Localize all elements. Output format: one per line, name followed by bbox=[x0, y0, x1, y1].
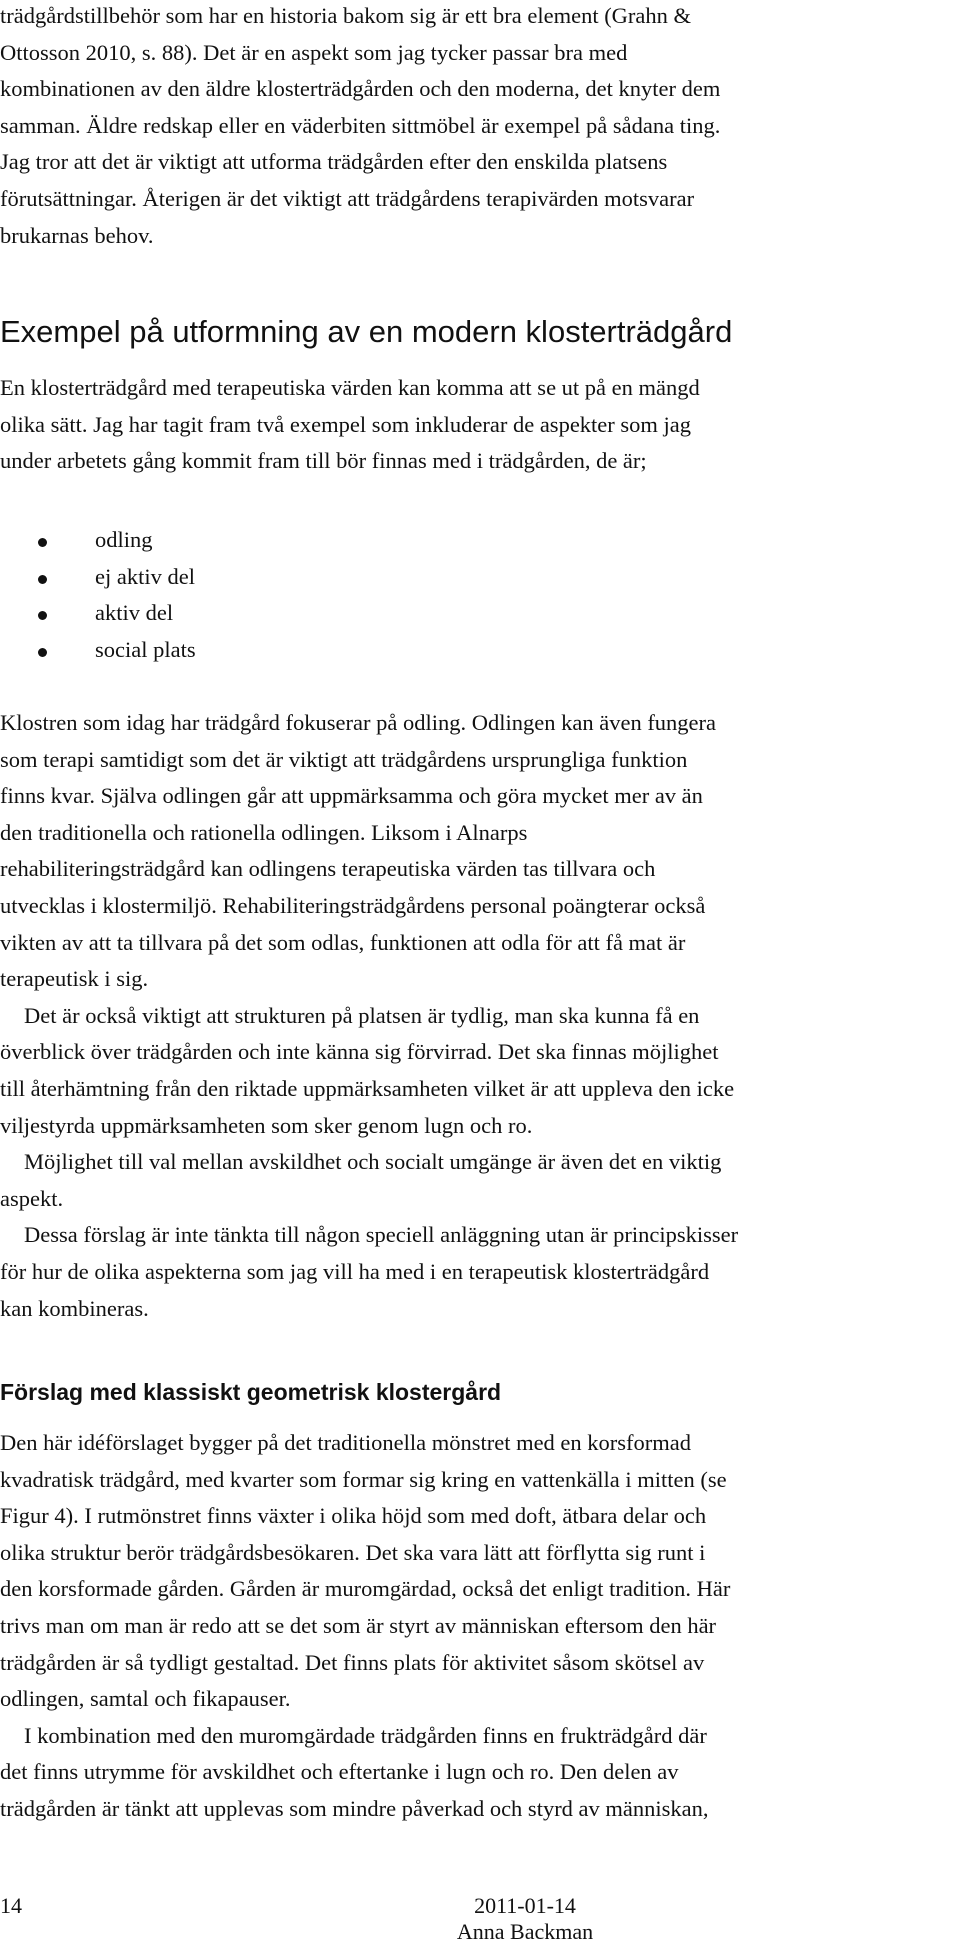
text-line: överblick över trädgården och inte känna sig förvirrad. Det ska finnas möjlighet bbox=[0, 1039, 719, 1065]
text-line: trädgårdstillbehör som har en historia bakom sig är ett bra element (Grahn & bbox=[0, 3, 692, 28]
text-line: finns kvar. Själva odlingen går att uppmärksamma och göra mycket mer av än bbox=[0, 783, 703, 809]
list-item: ej aktiv del bbox=[0, 559, 196, 596]
text-line: Figur 4). I rutmönstret finns växter i olika höjd som med doft, ätbara delar och bbox=[0, 1503, 707, 1529]
text-line: Den här idéförslaget bygger på det traditionella mönstret med en korsformad bbox=[0, 1430, 692, 1455]
text-line: Dessa förslag är inte tänkta till någon speciell anläggning utan är principskisser bbox=[24, 1222, 739, 1248]
bullet-icon bbox=[38, 575, 47, 584]
text-line: trädgården är så tydligt gestaltad. Det finns plats för aktivitet såsom skötsel av bbox=[0, 1649, 705, 1675]
text-line: Det är också viktigt att strukturen på platsen är tydlig, man ska kunna få en bbox=[24, 1002, 700, 1028]
bullet-icon bbox=[38, 648, 47, 657]
text-line: till återhämtning från den riktade uppmärksamheten vilket är att uppleva den icke bbox=[0, 1075, 735, 1101]
section2-body bbox=[0, 1425, 952, 1828]
list-item: aktiv del bbox=[0, 595, 196, 632]
text-line: den korsformade gården. Gården är muromgärdad, också det enligt tradition. Här bbox=[0, 1576, 731, 1602]
text-line: terapeutisk i sig. bbox=[0, 966, 149, 992]
section1-intro bbox=[0, 370, 952, 480]
text-line: Jag tror att det är viktigt att utforma trädgården efter den enskilda platsens bbox=[0, 149, 668, 175]
text-line: viljestyrda uppmärksamheten som sker genom lugn och ro. bbox=[0, 1112, 533, 1138]
text-line: Ottosson 2010, s. 88). Det är en aspekt som jag tycker passar bra med bbox=[0, 39, 628, 65]
text-line: I kombination med den muromgärdade trädgården finns en frukträdgård där bbox=[24, 1722, 707, 1748]
footer-date: 2011-01-14 bbox=[474, 1893, 576, 1918]
text-line: som terapi samtidigt som det är viktigt att trädgårdens ursprungliga funktion bbox=[0, 746, 688, 772]
text-line: olika sätt. Jag har tagit fram två exempel som inkluderar de aspekter som jag bbox=[0, 411, 692, 437]
text-line: trädgården är tänkt att upplevas som mindre påverkad och styrd av människan, bbox=[0, 1795, 709, 1821]
text-line: under arbetets gång kommit fram till bör finnas med i trädgården, de är; bbox=[0, 448, 647, 474]
text-line: samman. Äldre redskap eller en väderbiten sittmöbel är exempel på sådana ting. bbox=[0, 112, 721, 138]
text-line: En klosterträdgård med terapeutiska värden kan komma att se ut på en mängd bbox=[0, 375, 700, 400]
bullet-icon bbox=[38, 538, 47, 547]
bullet-list bbox=[0, 522, 196, 668]
text-line: kan kombineras. bbox=[0, 1295, 149, 1321]
text-line: odlingen, samtal och fikapauser. bbox=[0, 1686, 291, 1712]
section-heading: Förslag med klassiskt geometrisk klostergård bbox=[0, 1379, 502, 1405]
page-number: 14 bbox=[0, 1893, 22, 1918]
text-line: Möjlighet till val mellan avskildhet och socialt umgänge är även det en viktig bbox=[24, 1149, 722, 1175]
text-line: kombinationen av den äldre klosterträdgården och den moderna, det knyter dem bbox=[0, 76, 721, 102]
list-item: odling bbox=[0, 522, 196, 559]
text-line: kvadratisk trädgård, med kvarter som formar sig kring en vattenkälla i mitten (se bbox=[0, 1466, 727, 1492]
text-line: utvecklas i klostermiljö. Rehabiliteringsträdgårdens personal poängterar också bbox=[0, 892, 706, 918]
text-line: det finns utrymme för avskildhet och eftertanke i lugn och ro. Den delen av bbox=[0, 1759, 679, 1785]
text-line: brukarnas behov. bbox=[0, 222, 154, 248]
list-item: social plats bbox=[0, 632, 196, 669]
text-line: för hur de olika aspekterna som jag vill ha med i en terapeutisk klosterträdgård bbox=[0, 1258, 710, 1284]
intro-paragraph bbox=[0, 0, 952, 254]
text-line: olika struktur berör trädgårdsbesökaren. Det ska vara lätt att förflytta sig runt i bbox=[0, 1539, 706, 1565]
text-line: vikten av att ta tillvara på det som odlas, funktionen att odla för att få mat är bbox=[0, 929, 686, 955]
text-line: förutsättningar. Återigen är det viktigt att trädgårdens terapivärden motsvarar bbox=[0, 185, 695, 211]
text-line: rehabiliteringsträdgård kan odlingens terapeutiska värden tas tillvara och bbox=[0, 856, 656, 882]
text-line: trivs man om man är redo att se det som är styrt av människan eftersom den här bbox=[0, 1612, 717, 1638]
footer-author: Anna Backman bbox=[456, 1919, 594, 1944]
page-footer bbox=[430, 1893, 620, 1945]
text-line: Klostren som idag har trädgård fokuserar på odling. Odlingen kan även fungera bbox=[0, 710, 717, 735]
section1-body bbox=[0, 705, 952, 1327]
section-heading: Exempel på utformning av en modern klosterträdgård bbox=[0, 314, 733, 349]
text-line: aspekt. bbox=[0, 1185, 64, 1211]
bullet-icon bbox=[38, 611, 47, 620]
text-line: den traditionella och rationella odlingen. Liksom i Alnarps bbox=[0, 819, 528, 845]
